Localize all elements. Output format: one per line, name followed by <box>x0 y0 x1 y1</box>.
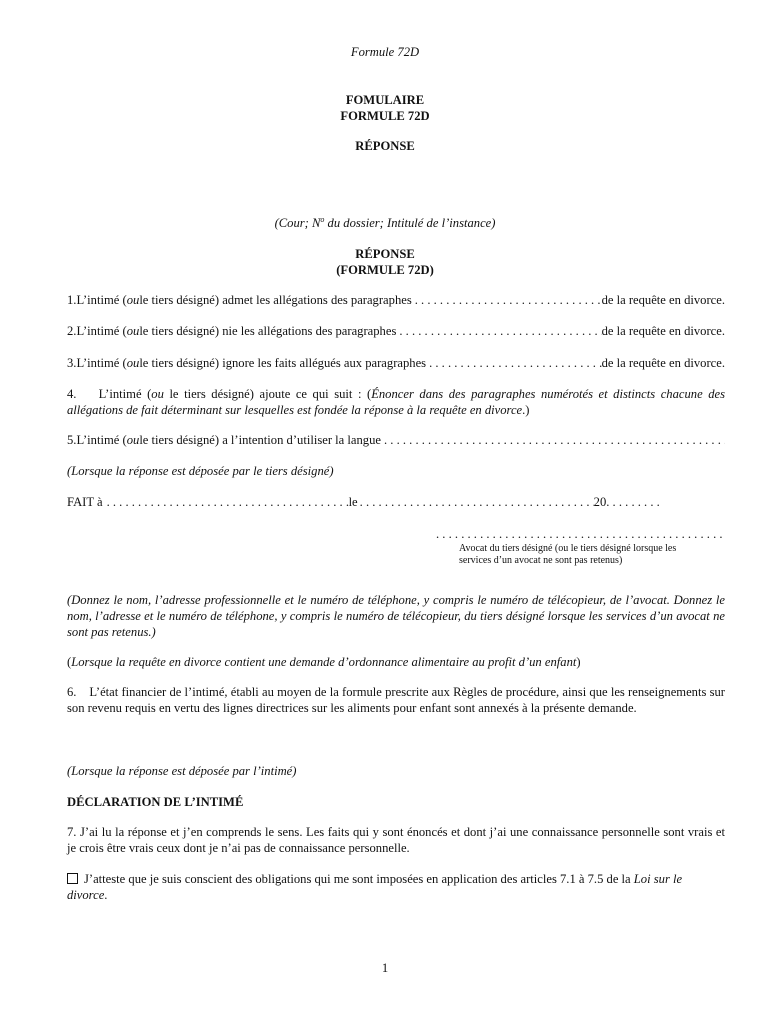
attestation-checkbox[interactable] <box>67 873 78 884</box>
fill-in-dots[interactable] <box>396 323 601 339</box>
note-respondent: (Lorsque la réponse est déposée par l’intimé) <box>67 764 297 778</box>
note-give-name: (Donnez le nom, l’adresse professionnelle et le numéro de téléphone, y compris le numéro de télécopieur, de l’avocat. Donnez le nom, l’adresse et le numéro de téléphone, y compris le numéro de télécopieur, du tiers désigné lorsque les services d’un avocat ne sont pas retenus.) <box>67 593 725 639</box>
form-title-response: RÉPONSE <box>355 139 415 153</box>
form-title-line1: FOMULAIRE <box>345 93 425 107</box>
subtitle-response: RÉPONSE <box>355 247 415 261</box>
paragraph-7: 7. J’ai lu la réponse et j’en comprends le sens. Les faits qui y sont énoncés et dont j’ai une connaissance personnelle sont vrais et je crois être vrais ceux dont je n’ai pas de connaissance personnelle. <box>67 825 725 855</box>
paragraph-1: 1. L’intimé ( ou le tiers désigné) admet les allégations des paragraphes . . . de la requête en divorce. <box>67 292 725 308</box>
paragraph-5: 5. L’intimé ( ou le tiers désigné) a l’intention d’utiliser la langue . . . <box>67 432 725 448</box>
paragraph-3: 3. L’intimé ( ou le tiers désigné) ignore les faits allégués aux paragraphes . . . de la requête en divorce. <box>67 355 725 371</box>
paragraph-4: 4. L’intimé (ou le tiers désigné) ajoute ce qui suit : (Énoncer dans des paragraphes numérotés et distincts chacune des allégations de fait déterminant sur lesquelles est fondée la réponse à la requête en divorce.) <box>67 387 725 417</box>
subtitle-form-number: (FORMULE 72D) <box>336 263 434 277</box>
signature-line[interactable] <box>436 526 726 542</box>
signature-caption: Avocat du tiers désigné (ou le tiers désigné lorsque les services d’un avocat ne sont pas retenus) <box>459 543 677 566</box>
year-fill-in-dots[interactable] <box>606 494 662 510</box>
paragraph-2: 2. L’intimé ( ou le tiers désigné) nie les allégations des paragraphes . . . de la requête en divorce. <box>67 323 725 339</box>
note-third-party: (Lorsque la réponse est déposée par le tiers désigné) <box>67 464 334 478</box>
date-fill-in-dots[interactable] <box>358 494 594 510</box>
place-fill-in-dots[interactable] <box>103 494 349 510</box>
running-title: Formule 72D <box>350 45 420 59</box>
done-at-line: FAIT à . . . le . . . 20 . . . <box>67 494 667 510</box>
form-title-line2: FORMULE 72D <box>340 109 430 123</box>
declaration-heading: DÉCLARATION DE L’INTIMÉ <box>67 795 244 809</box>
language-fill-in-dots[interactable] <box>381 432 725 448</box>
fill-in-dots[interactable] <box>412 292 602 308</box>
page-number: 1 <box>381 961 389 975</box>
note-child-support: (Lorsque la requête en divorce contient une demande d’ordonnance alimentaire au profit d’un enfant) <box>67 655 581 669</box>
attestation: J’atteste que je suis conscient des obligations qui me sont imposées en application des articles 7.1 à 7.5 de la Loi sur le divorce. <box>67 872 683 902</box>
paragraph-6: 6. L’état financier de l’intimé, établi au moyen de la formule prescrite aux Règles de procédure, ainsi que les renseignements sur son revenu requis en vertu des lignes directrices sur les aliments pour enfant sont annexés à la présente demande. <box>67 685 725 715</box>
court-file-caption: (Cour; $N^o$ du dossier; Intitulé de l’instance) <box>274 214 496 230</box>
fill-in-dots[interactable] <box>426 355 602 371</box>
